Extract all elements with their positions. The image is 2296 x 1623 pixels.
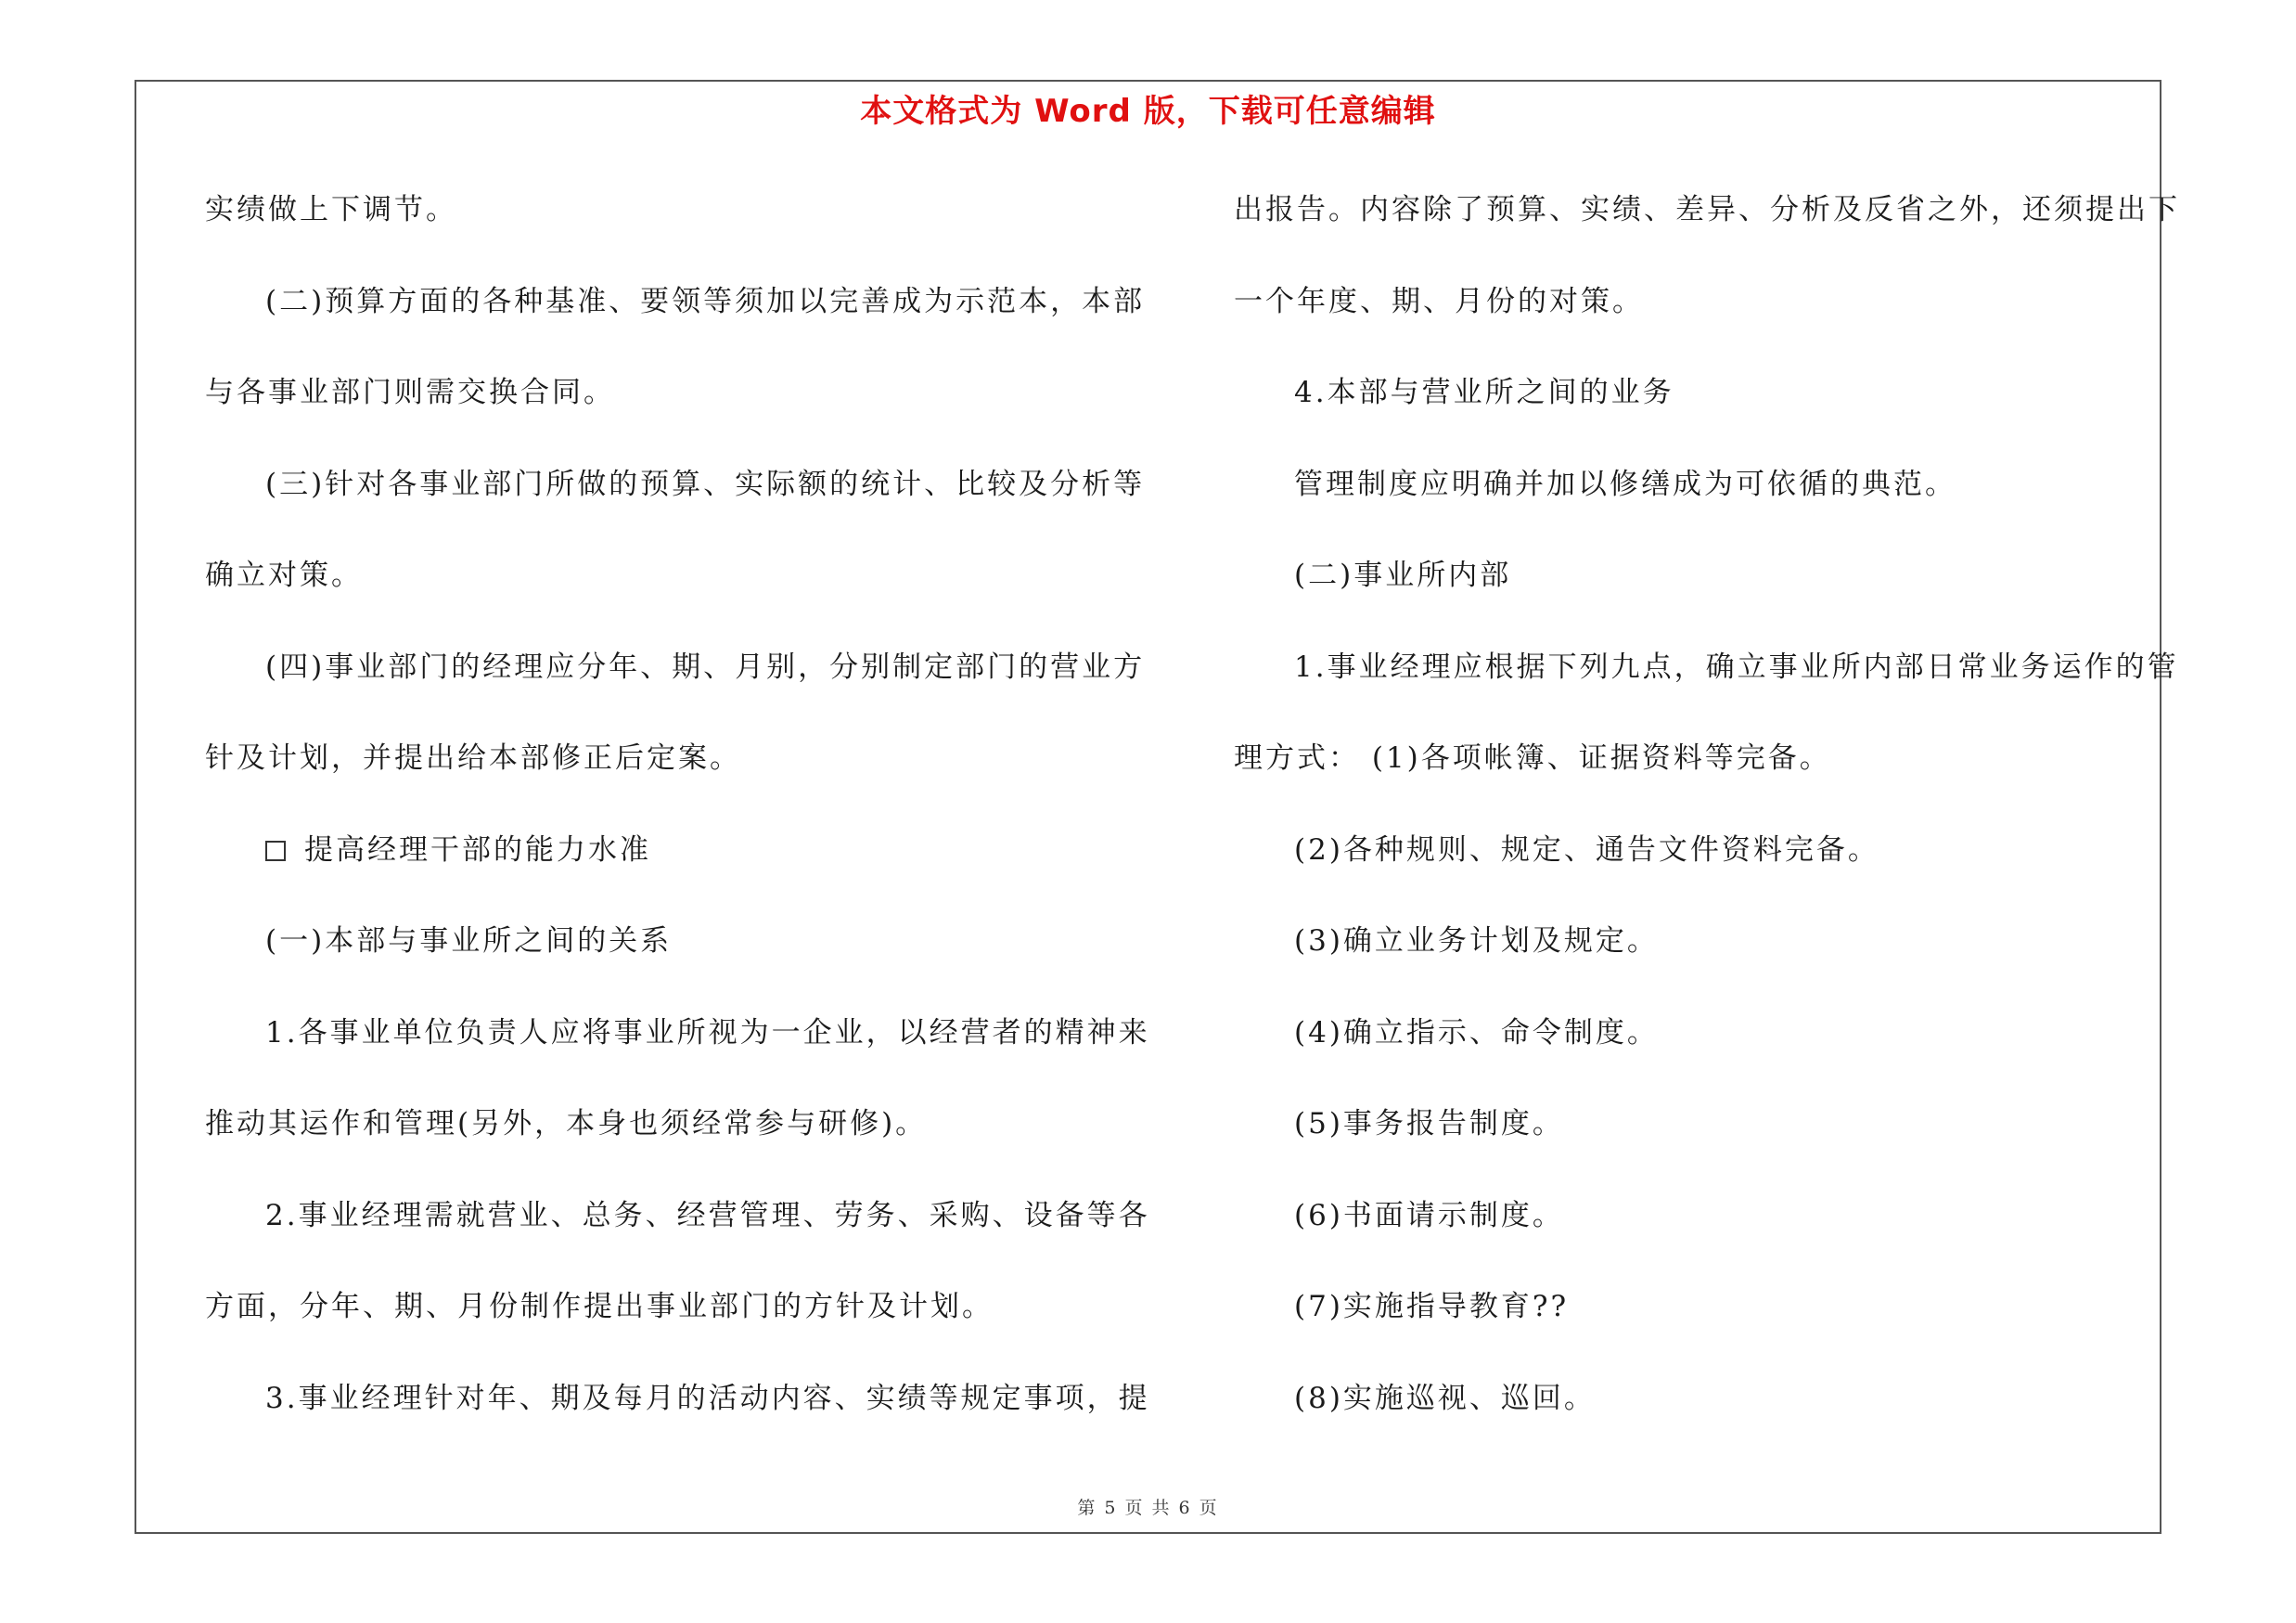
left-line-6: (四)事业部门的经理应分年、期、月别，分别制定部门的营业方 (265, 650, 1146, 684)
page-footer: 第 5 页 共 6 页 (1077, 1498, 1219, 1518)
left-line-5: 确立对策。 (205, 559, 363, 592)
right-line-9: (3)确立业务计划及规定。 (1294, 924, 1659, 958)
left-line-9: (一)本部与事业所之间的关系 (265, 924, 673, 958)
left-line-1: 实绩做上下调节。 (205, 193, 457, 226)
right-line-10: (4)确立指示、命令制度。 (1294, 1016, 1659, 1050)
right-line-13: (7)实施指导教育?? (1294, 1290, 1570, 1323)
left-line-10: 1.各事业单位负责人应将事业所视为一企业，以经营者的精神来 (265, 1016, 1150, 1050)
checkbox-icon (265, 841, 286, 861)
left-line-4: (三)针对各事业部门所做的预算、实际额的统计、比较及分析等 (265, 468, 1146, 501)
left-line-12: 2.事业经理需就营业、总务、经营管理、劳务、采购、设备等各 (265, 1199, 1150, 1232)
right-line-4: 管理制度应明确并加以修缮成为可依循的典范。 (1294, 468, 1956, 501)
left-line-2: (二)预算方面的各种基准、要领等须加以完善成为示范本，本部 (265, 285, 1146, 318)
left-line-7: 针及计划，并提出给本部修正后定案。 (205, 741, 741, 775)
right-line-2: 一个年度、期、月份的对策。 (1234, 285, 1644, 318)
right-line-12: (6)书面请示制度。 (1294, 1199, 1564, 1232)
right-line-6: 1.事业经理应根据下列九点，确立事业所内部日常业务运作的管 (1294, 650, 2179, 684)
right-line-8: (2)各种规则、规定、通告文件资料完备。 (1294, 833, 1879, 867)
left-line-13: 方面，分年、期、月份制作提出事业部门的方针及计划。 (205, 1290, 994, 1323)
left-line-14: 3.事业经理针对年、期及每月的活动内容、实绩等规定事项，提 (265, 1382, 1150, 1415)
section-heading-text: 提高经理干部的能力水准 (304, 833, 651, 867)
right-line-11: (5)事务报告制度。 (1294, 1107, 1564, 1140)
right-line-3: 4.本部与营业所之间的业务 (1294, 376, 1674, 409)
right-line-14: (8)实施巡视、巡回。 (1294, 1382, 1596, 1415)
section-heading (265, 831, 651, 869)
left-line-3: 与各事业部门则需交换合同。 (205, 376, 615, 409)
left-line-11: 推动其运作和管理(另外，本身也须经常参与研修)。 (205, 1107, 928, 1140)
right-line-1: 出报告。内容除了预算、实绩、差异、分析及反省之外，还须提出下 (1234, 193, 2180, 226)
right-line-5: (二)事业所内部 (1294, 559, 1512, 592)
document-header: 本文格式为 Word 版，下载可任意编辑 (860, 93, 1436, 130)
right-line-7: 理方式： (1)各项帐簿、证据资料等完备。 (1234, 741, 1831, 775)
